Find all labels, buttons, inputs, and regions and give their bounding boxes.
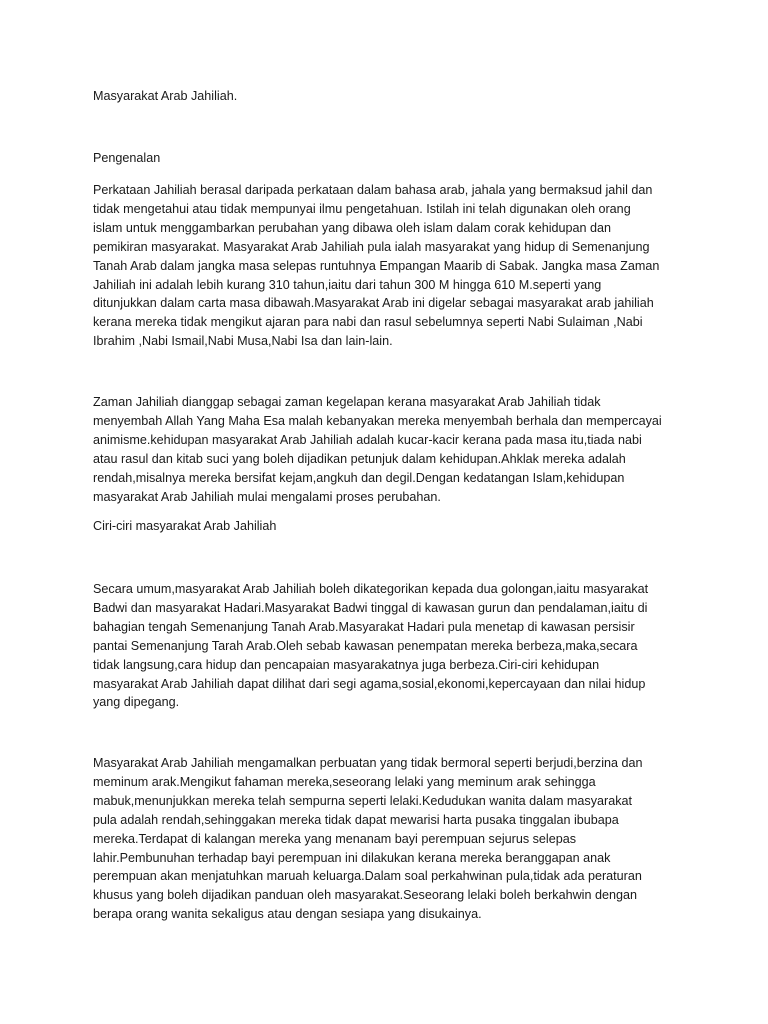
paragraph-ciri-ciri-1: Secara umum,masyarakat Arab Jahiliah boleh dikategorikan kepada dua golongan,iaitu masyarakat Badwi dan masyarakat Hadari.Masyarakat Badwi tinggal di kawasan gurun dan pendalaman,iaitu di bahagian tengah Semenanjung Tanah Arab.Masyarakat Hadari pula menetap di kawasan persisir pantai Semenanjung Tarah Arab.Oleh sebab kawasan penempatan mereka berbeza,maka,secara tidak langsung,cara hidup dan pencapaian masyarakatnya juga berbeza.Ciri-ciri kehidupan masyarakat Arab Jahiliah dapat dilihat dari segi agama,sosial,ekonomi,kepercayaan dan nilai hidup yang dipegang. bbox=[93, 582, 649, 710]
paragraph-pengenalan-2: Zaman Jahiliah dianggap sebagai zaman kegelapan kerana masyarakat Arab Jahiliah tidak menyembah Allah Yang Maha Esa malah kebanyakan mereka menyembah berhala dan mempercayai animisme.kehidupan masyarakat Arab Jahiliah adalah kucar-kacir kerana pada masa itu,tiada nabi atau rasul dan kitab suci yang boleh dijadikan petunjuk dalam kehidupan.Ahklak mereka adalah rendah,misalnya mereka bersifat kejam,angkuh dan degil.Dengan kedatangan Islam,kehidupan masyarakat Arab Jahiliah mulai mengalami proses perubahan. bbox=[93, 395, 662, 504]
section-heading-pengenalan: Pengenalan bbox=[93, 151, 161, 165]
document-title: Masyarakat Arab Jahiliah. bbox=[93, 89, 238, 103]
paragraph-ciri-ciri-2: Masyarakat Arab Jahiliah mengamalkan perbuatan yang tidak bermoral seperti berjudi,berzina dan meminum arak.Mengikut fahaman mereka,seseorang lelaki yang meminum arak sehingga mabuk,menunjukkan mereka telah sempurna seperti lelaki.Kedudukan wanita dalam masyarakat pula adalah rendah,sehinggakan mereka tidak dapat mewarisi harta pusaka tinggalan ibubapa mereka.Terdapat di kalangan mereka yang menanam bayi perempuan sejurus selepas lahir.Pembunuhan terhadap bayi perempuan ini dilakukan kerana mereka beranggapan anak perempuan akan menjatuhkan maruah keluarga.Dalam soal perkahwinan pula,tidak ada peraturan khusus yang boleh dijadikan panduan oleh masyarakat.Seseorang lelaki boleh berkahwin dengan berapa orang wanita sekaligus atau dengan sesiapa yang disukainya. bbox=[93, 756, 643, 922]
paragraph-pengenalan-1: Perkataan Jahiliah berasal daripada perkataan dalam bahasa arab, jahala yang bermaksud jahil dan tidak mengetahui atau tidak mempunyai ilmu pengetahuan. Istilah ini telah digunakan oleh orang islam untuk menggambarkan perubahan yang dibawa oleh islam dalam corak kehidupan dan pemikiran masyarakat. Masyarakat Arab Jahiliah pula ialah masyarakat yang hidup di Semenanjung Tanah Arab dalam jangka masa selepas runtuhnya Empangan Maarib di Sabak. Jangka masa Zaman Jahiliah ini adalah lebih kurang 310 tahun,iaitu dari tahun 300 M hingga 610 M.seperti yang ditunjukkan dalam carta masa dibawah.Masyarakat Arab ini digelar sebagai masyarakat arab jahiliah kerana mereka tidak mengikut ajaran para nabi dan rasul sebelumnya seperti Nabi Sulaiman ,Nabi Ibrahim ,Nabi Ismail,Nabi Musa,Nabi Isa dan lain-lain. bbox=[93, 183, 660, 349]
section-heading-ciri-ciri: Ciri-ciri masyarakat Arab Jahiliah bbox=[93, 519, 277, 533]
